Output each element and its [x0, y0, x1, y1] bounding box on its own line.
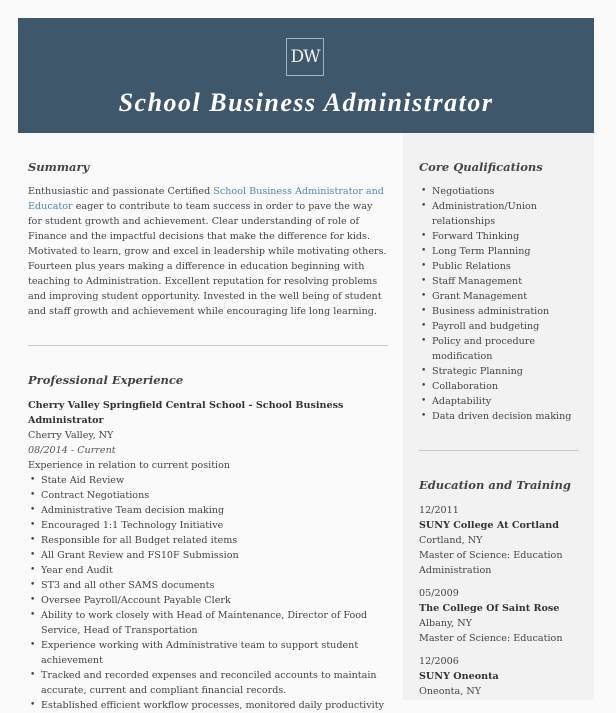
job-bullet: • State Aid Review: [28, 473, 390, 488]
job-bullet: • Established efficient workflow processes, monitored daily productivity: [28, 698, 390, 713]
qualification-item: • Policy and procedure modification: [419, 334, 581, 364]
qualification-item: • Long Term Planning: [419, 244, 581, 259]
education-entry: [419, 654, 584, 699]
job-bullet: • ST3 and all other SAMS documents: [28, 578, 390, 593]
experience-heading: Professional Experience: [28, 373, 184, 387]
qualification-item: • Public Relations: [419, 259, 581, 274]
education-school: SUNY Oneonta: [419, 671, 499, 682]
job-bullet: • Ability to work closely with Head of Maintenance, Director of Food Service, Head of Transportation: [28, 608, 390, 638]
summary-heading: Summary: [28, 160, 90, 174]
job-bullet: • Responsible for all Budget related items: [28, 533, 390, 548]
qualification-item: • Payroll and budgeting: [419, 319, 581, 334]
qualification-item: • Collaboration: [419, 379, 581, 394]
qualification-item: • Forward Thinking: [419, 229, 581, 244]
education-degree: Master of Science: Education Administration: [419, 550, 563, 576]
education-date: 12/2006: [419, 656, 459, 667]
sidebar-divider: [419, 450, 579, 451]
job-bullet: • Administrative Team decision making: [28, 503, 390, 518]
education-degree: Master of Science: Education: [419, 633, 563, 644]
education-location: Oneonta, NY: [419, 686, 482, 697]
education-school: The College Of Saint Rose: [419, 603, 560, 614]
resume-title: School Business Administrator: [118, 88, 494, 117]
job-bullet: • Contract Negotiations: [28, 488, 390, 503]
education-location: Cortland, NY: [419, 535, 483, 546]
education-date: 12/2011: [419, 505, 459, 516]
job-bullet: • Year end Audit: [28, 563, 390, 578]
education-entry: [419, 586, 584, 646]
education-entry: [419, 503, 584, 578]
job-entry: [28, 398, 390, 713]
job-dates: 08/2014 - Current: [28, 445, 116, 456]
qualification-item: • Administration/Union relationships: [419, 199, 581, 229]
summary-text-end: eager to contribute to team success in order to pave the way for student growth and achievement. Clear understanding of role of Finance and the impactful decisions that make the difference for kids. Motivated to learn, grow and excel in leadership while motivating others. Fourteen plus years making a difference in education beginning with teaching to Administration. Excellent reputation for resolving problems and improving student opportunity. Invested in the well being of student and staff growth and achievement while encouraging life long learning.: [28, 201, 387, 317]
education-location: Albany, NY: [419, 618, 473, 629]
qualification-item: • Adaptability: [419, 394, 581, 409]
summary-text-start: Enthusiastic and passionate Certified: [28, 186, 214, 197]
job-bullet: • All Grant Review and FS10F Submission: [28, 548, 390, 563]
qualification-item: • Business administration: [419, 304, 581, 319]
job-location: Cherry Valley, NY: [28, 430, 114, 441]
job-bullet: • Tracked and recorded expenses and reconciled accounts to maintain accurate, current and compliant financial records.: [28, 668, 390, 698]
job-title: Cherry Valley Springfield Central School - School Business Administrator: [28, 400, 344, 426]
education-date: 05/2009: [419, 588, 459, 599]
job-bullet: • Encouraged 1:1 Technology Initiative: [28, 518, 390, 533]
qualification-item: • Grant Management: [419, 289, 581, 304]
monogram-badge: DW: [286, 38, 324, 76]
education-school: SUNY College At Cortland: [419, 520, 559, 531]
summary-text: [28, 184, 388, 319]
qualification-item: • Negotiations: [419, 184, 581, 199]
qualifications-heading: Core Qualifications: [419, 160, 543, 174]
qualification-item: • Data driven decision making: [419, 409, 581, 424]
qualifications-list: [419, 184, 581, 424]
job-bullet: • Oversee Payroll/Account Payable Clerk: [28, 593, 390, 608]
education-list: [419, 503, 584, 707]
job-bullets: [28, 473, 390, 713]
job-bullet: • Experience working with Administrative team to support student achievement: [28, 638, 390, 668]
job-intro: Experience in relation to current position: [28, 460, 231, 471]
qualification-item: • Strategic Planning: [419, 364, 581, 379]
education-heading: Education and Training: [419, 478, 571, 492]
summary-divider: [28, 345, 388, 346]
qualification-item: • Staff Management: [419, 274, 581, 289]
summary-link[interactable]: School Business Administrator and Educator: [28, 186, 384, 212]
